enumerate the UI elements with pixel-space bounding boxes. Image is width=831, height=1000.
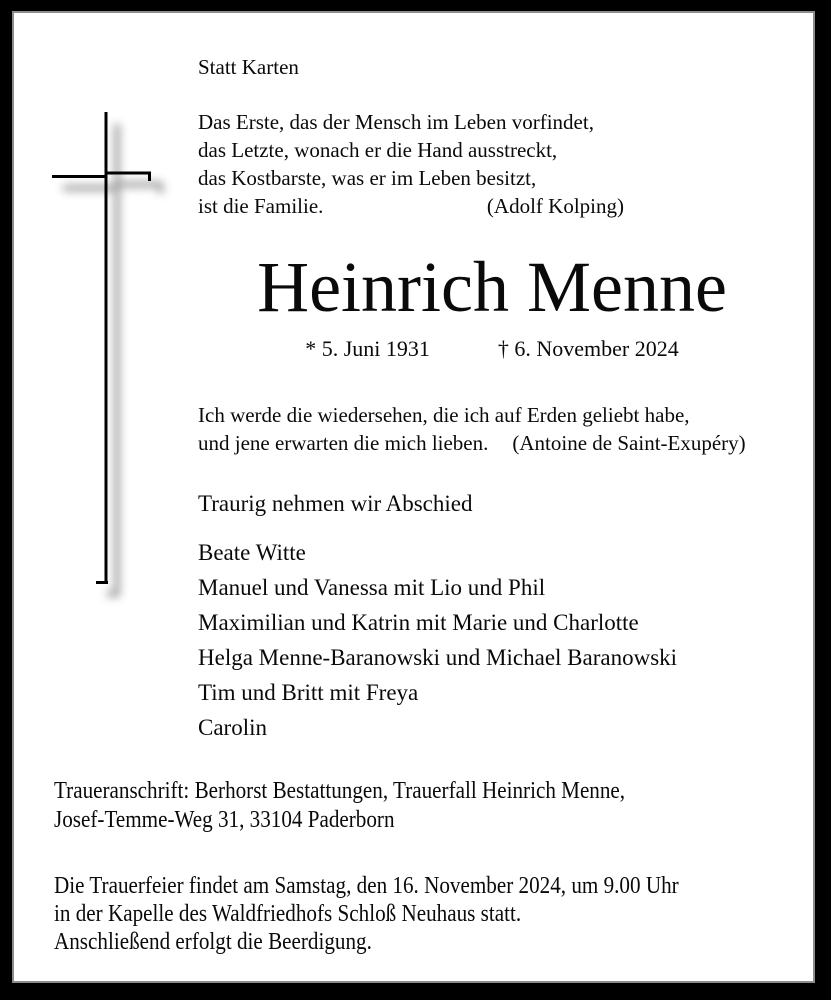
birth-date: * 5. Juni 1931 <box>305 336 430 361</box>
mourner-line: Beate Witte <box>198 540 306 565</box>
service-line: Die Trauerfeier findet am Samstag, den 16. November 2024, um 9.00 Uhr <box>54 873 679 899</box>
epigraph <box>198 108 624 220</box>
quote-line: Ich werde die wiedersehen, die ich auf Erden geliebt habe, <box>198 403 690 427</box>
farewell-intro: Traurig nehmen wir Abschied <box>198 491 473 516</box>
mourner-line: Manuel und Vanessa mit Lio und Phil <box>198 575 546 600</box>
deceased-name: Heinrich Menne <box>257 247 727 327</box>
epigraph-line: das Kostbarste, was er im Leben besitzt, <box>198 166 537 190</box>
memorial-quote <box>198 401 746 457</box>
address-line: Traueranschrift: Berhorst Bestattungen, Trauerfall Heinrich Menne, <box>54 778 626 804</box>
service-line: in der Kapelle des Waldfriedhofs Schloß Neuhaus statt. <box>54 901 522 927</box>
obituary-page <box>12 11 815 983</box>
address-line: Josef-Temme-Weg 31, 33104 Paderborn <box>54 807 395 833</box>
service-line: Anschließend erfolgt die Beerdigung. <box>54 929 372 955</box>
mourners-list <box>198 535 677 745</box>
mourner-line: Maximilian und Katrin mit Marie und Charlotte <box>198 610 639 635</box>
funeral-service-info <box>54 872 679 956</box>
life-dates <box>192 336 792 362</box>
condolence-address <box>54 777 625 835</box>
mourner-line: Carolin <box>198 715 267 740</box>
quote-line <box>198 429 746 457</box>
death-date: † 6. November 2024 <box>497 336 679 361</box>
epigraph-last-line <box>198 192 624 220</box>
epigraph-attribution: (Adolf Kolping) <box>486 194 624 218</box>
epigraph-line: Das Erste, das der Mensch im Leben vorfindet, <box>198 110 594 134</box>
epigraph-line: ist die Familie. <box>198 194 324 218</box>
mourner-line: Tim und Britt mit Freya <box>198 680 419 705</box>
quote-line-text: und jene erwarten die mich lieben. <box>198 431 489 455</box>
statt-karten-label: Statt Karten <box>198 55 299 79</box>
memorial-cross-icon <box>32 82 202 607</box>
mourner-line: Helga Menne-Baranowski und Michael Baranowski <box>198 645 678 670</box>
epigraph-line: das Letzte, wonach er die Hand ausstreckt, <box>198 138 558 162</box>
quote-attribution: (Antoine de Saint-Exupéry) <box>512 431 746 455</box>
